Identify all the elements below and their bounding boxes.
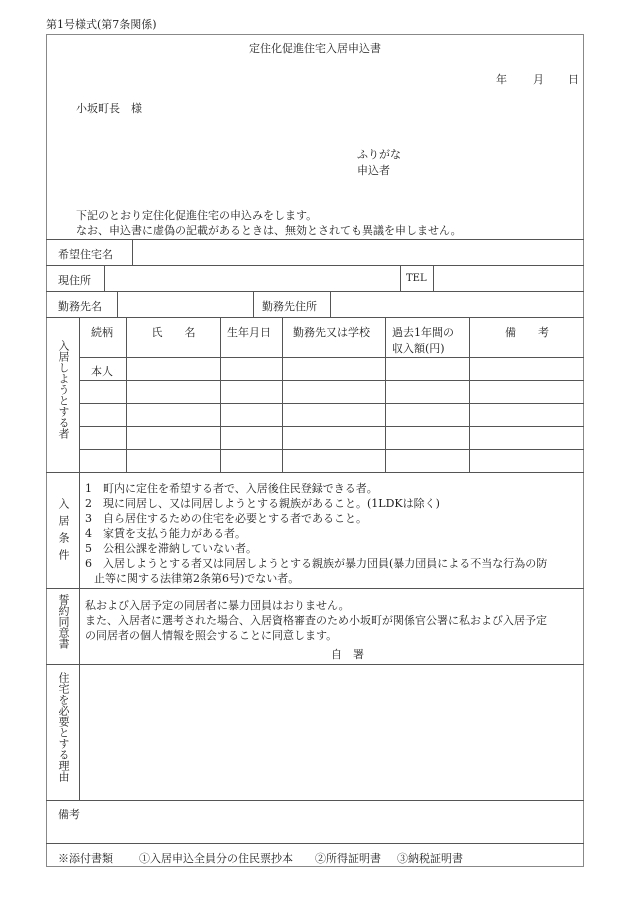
column-header-income-line1: 過去1年間の xyxy=(392,326,454,339)
column-header-name: 氏 名 xyxy=(151,326,196,339)
condition-item-continued: 止等に関する法律第2条第6号)でない者。 xyxy=(94,572,300,585)
divider xyxy=(46,843,584,844)
date-month-label: 月 xyxy=(533,73,544,86)
workplace-address-input[interactable] xyxy=(331,292,583,317)
desired-housing-label: 希望住宅名 xyxy=(58,248,113,261)
condition-item: 6 入居しようとする者又は同居しようとする親族が暴力団員(暴力団員による不当な行為の防 xyxy=(85,557,548,570)
occupant-row-4[interactable] xyxy=(80,427,583,449)
occupant-birthdate-input[interactable] xyxy=(221,358,282,380)
divider xyxy=(79,472,80,588)
date-day-label: 日 xyxy=(568,73,579,86)
occupant-row-5[interactable] xyxy=(80,450,583,472)
form-title: 定住化促進住宅入居申込書 xyxy=(249,42,381,55)
condition-item: 4 家賃を支払う能力がある者。 xyxy=(85,527,246,540)
conditions-section-label: 入居条件 xyxy=(57,498,70,566)
signature-input[interactable] xyxy=(380,642,580,662)
pledge-line-2: また、入居者に選考された場合、入居資格審査のため小坂町が関係官公署に私および入居予定 xyxy=(85,614,547,627)
applicant-name-input[interactable] xyxy=(400,144,570,178)
attachment-item: ③納税証明書 xyxy=(397,852,463,865)
applicant-label: 申込者 xyxy=(357,164,390,177)
condition-item: 1 町内に定住を希望する者で、入居後住民登録できる者。 xyxy=(85,482,378,495)
occupant-row-3[interactable] xyxy=(80,404,583,426)
form-number: 第1号様式(第7条関係) xyxy=(46,18,157,31)
occupant-row-2[interactable] xyxy=(80,381,583,403)
occupant-relation-cell: 本人 xyxy=(91,365,113,378)
attachments-label: ※添付書類 xyxy=(58,852,113,865)
condition-item: 5 公租公課を滞納していない者。 xyxy=(85,542,257,555)
workplace-address-label: 勤務先住所 xyxy=(262,300,317,313)
signature-label: 自 署 xyxy=(331,648,364,661)
furigana-label: ふりがな xyxy=(357,148,401,161)
column-header-relation: 続柄 xyxy=(91,326,113,339)
statement-line-2: なお、申込書に虚偽の記載があるときは、無効とされても異議を申しません。 xyxy=(76,224,462,237)
current-address-input[interactable] xyxy=(105,266,399,291)
column-header-workplace-school: 勤務先又は学校 xyxy=(293,326,370,339)
statement-line-1: 下記のとおり定住化促進住宅の申込みをします。 xyxy=(76,209,318,222)
occupant-income-input[interactable] xyxy=(386,358,469,380)
condition-item: 2 現に同居し、又は同居しようとする親族があること。(1LDKは除く) xyxy=(85,497,440,510)
condition-item: 3 自ら居住するための住宅を必要とする者であること。 xyxy=(85,512,367,525)
column-header-birthdate: 生年月日 xyxy=(227,326,271,339)
reason-section-label: 住宅を必要とする理由 xyxy=(57,672,70,782)
divider xyxy=(46,472,584,473)
column-header-remarks: 備 考 xyxy=(505,326,549,339)
addressee: 小坂町長 様 xyxy=(76,102,142,115)
tel-input[interactable] xyxy=(434,266,583,291)
attachment-item: ②所得証明書 xyxy=(315,852,381,865)
current-address-label: 現住所 xyxy=(58,274,91,287)
desired-housing-input[interactable] xyxy=(133,240,583,265)
workplace-name-input[interactable] xyxy=(118,292,252,317)
divider xyxy=(79,588,80,664)
divider xyxy=(400,265,401,291)
divider xyxy=(253,291,254,317)
divider xyxy=(46,588,584,589)
occupant-remarks-input[interactable] xyxy=(470,358,583,380)
remarks-label: 備考 xyxy=(58,808,80,821)
occupant-name-input[interactable] xyxy=(127,358,220,380)
attachment-item: ①入居申込全員分の住民票抄本 xyxy=(139,852,293,865)
remarks-input[interactable] xyxy=(47,822,583,842)
pledge-line-1: 私および入居予定の同居者に暴力団員はおりません。 xyxy=(85,599,350,612)
column-header-income-line2: 収入額(円) xyxy=(392,342,445,355)
date-year-label: 年 xyxy=(496,73,507,86)
tel-label: TEL xyxy=(406,273,427,284)
occupant-workplace-input[interactable] xyxy=(283,358,385,380)
pledge-line-3: の同居者の個人情報を照会することに同意します。 xyxy=(85,629,338,642)
occupants-section-label: 入居しようとする者 xyxy=(57,340,70,439)
divider xyxy=(46,800,584,801)
pledge-section-label: 誓約同意書 xyxy=(57,594,70,649)
reason-input[interactable] xyxy=(80,665,583,800)
workplace-name-label: 勤務先名 xyxy=(58,300,102,313)
